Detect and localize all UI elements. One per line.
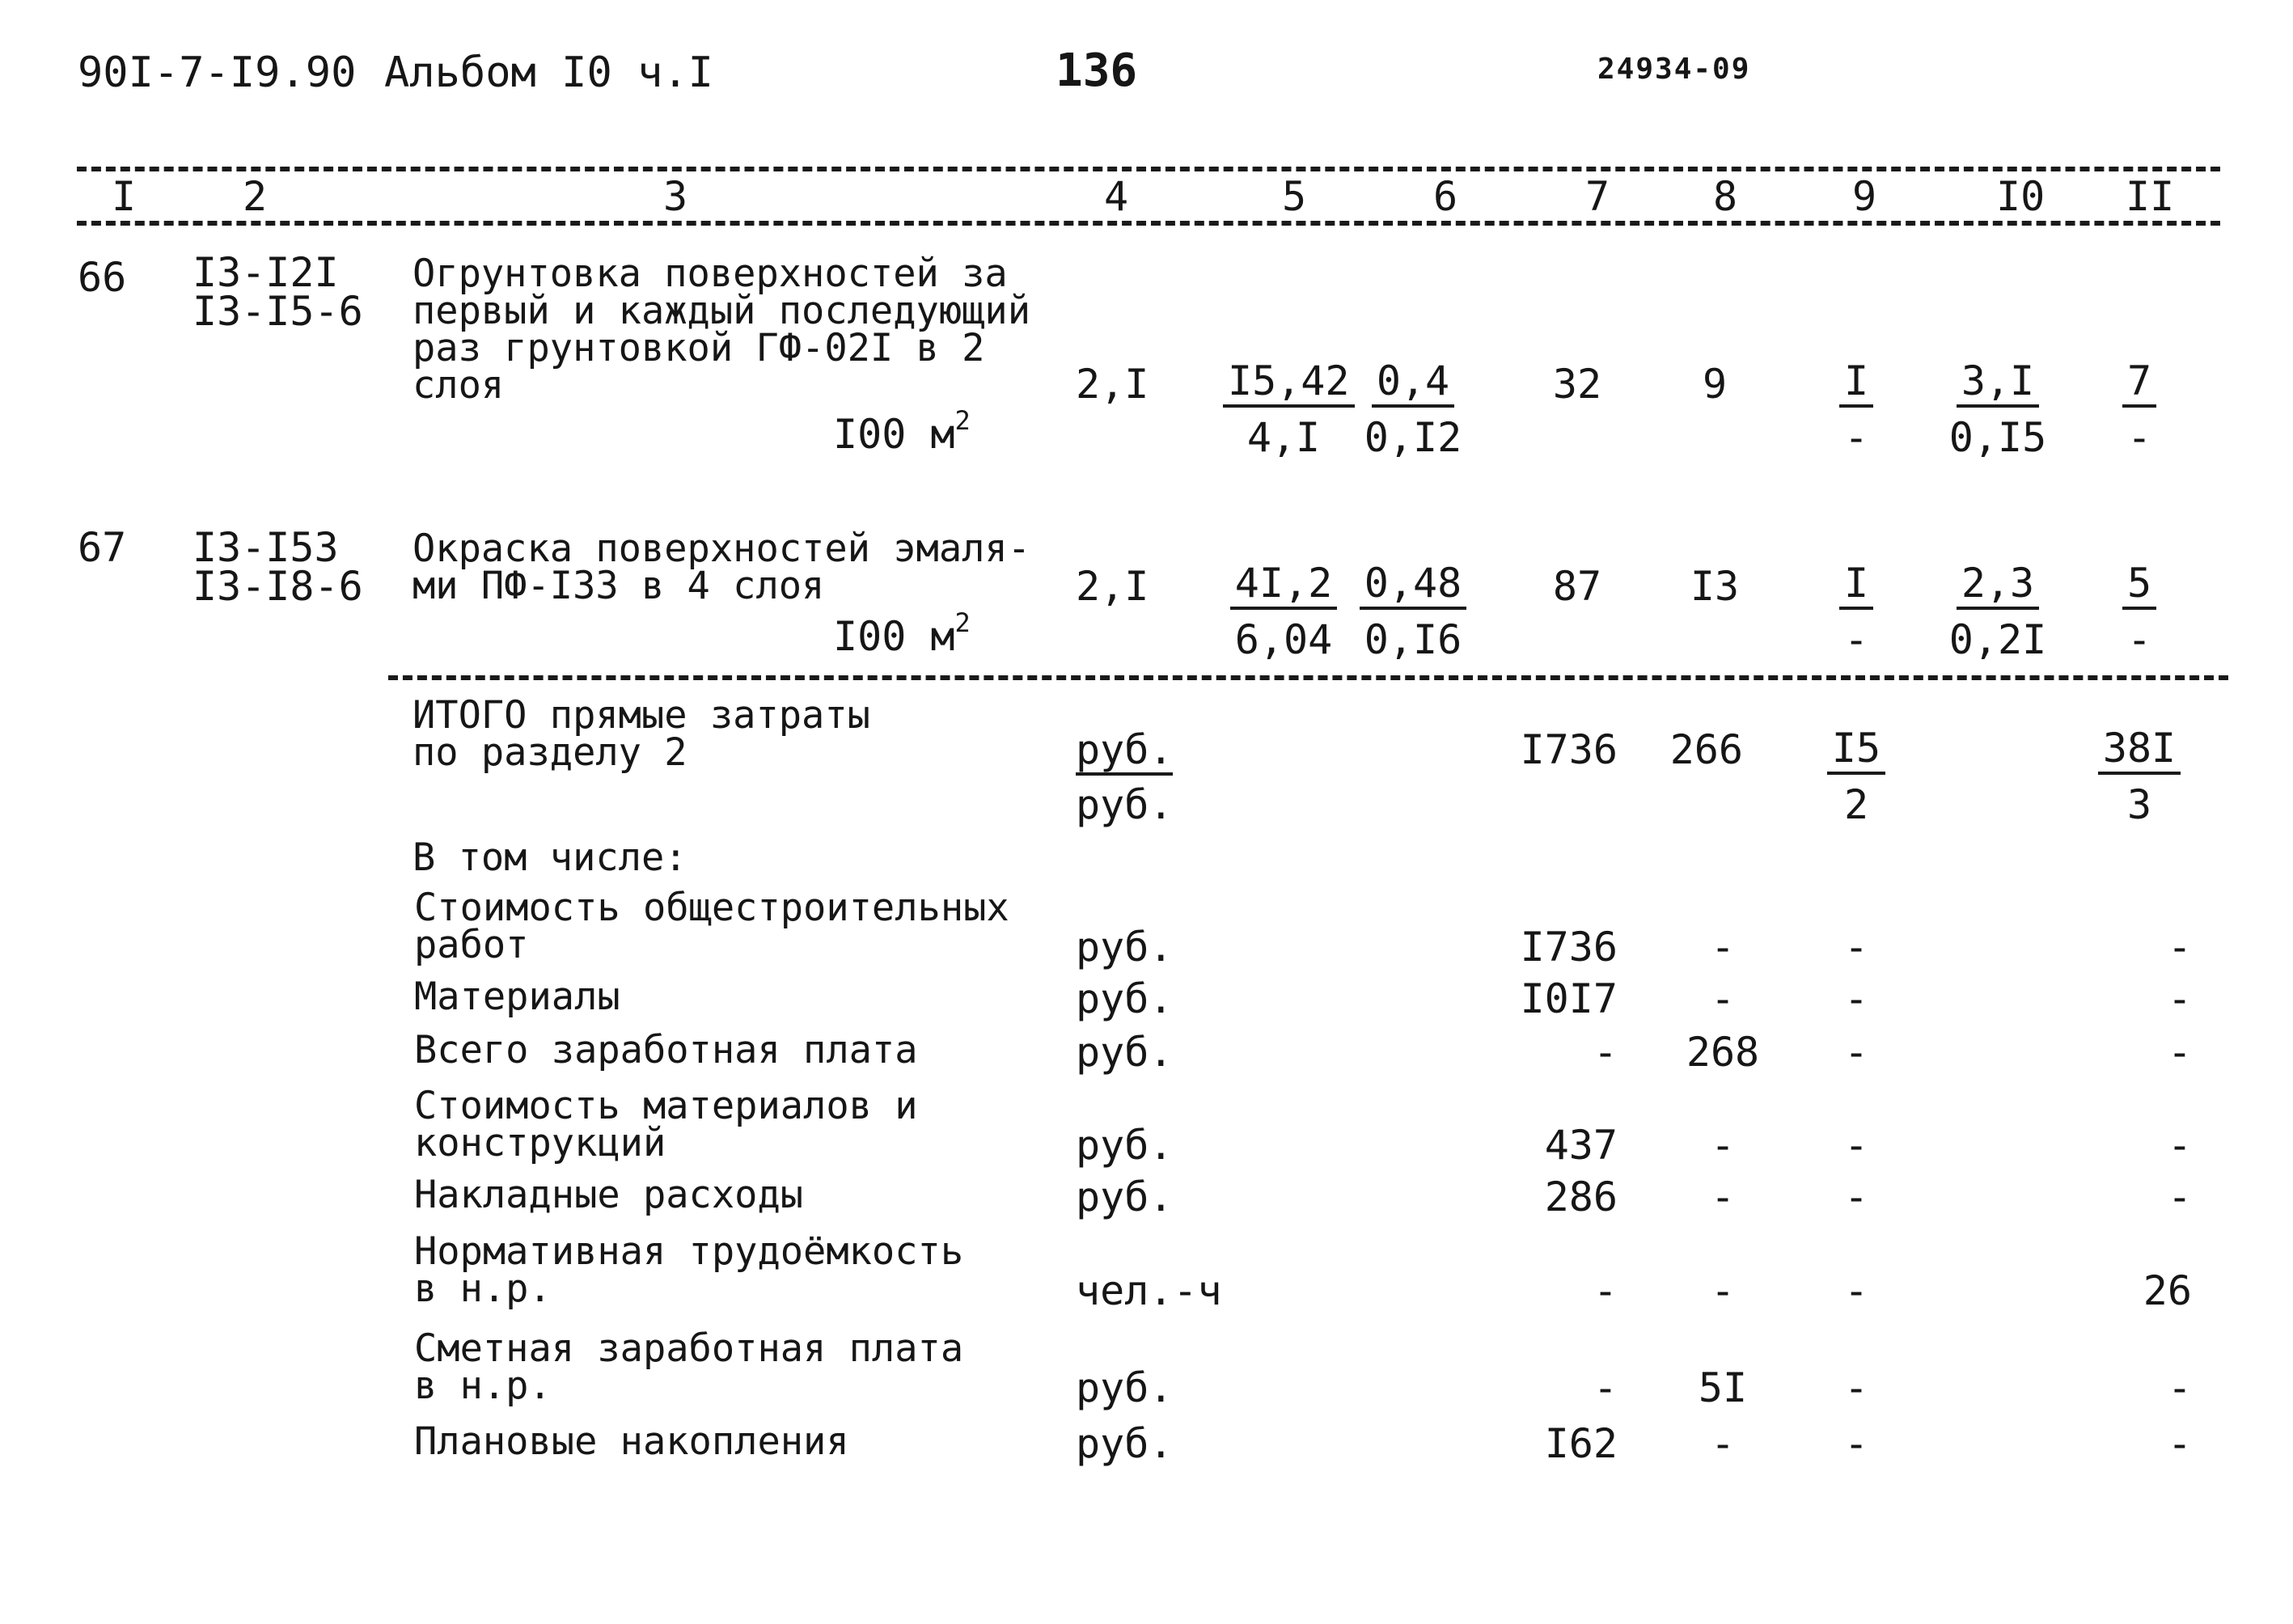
breakdown-7-label-1: Сметная заработная плата [414, 1326, 964, 1371]
breakdown-6-label-1: Нормативная трудоёмкость [414, 1229, 964, 1274]
row-67-code-2: I3-I8-6 [192, 563, 363, 610]
row-66-col10: $\frac{3,I}{0,I5}$ [1948, 357, 2047, 461]
breakdown-1-col8: - [1710, 924, 1736, 971]
page-number: 136 [1056, 44, 1138, 97]
total-label-2: по разделу 2 [412, 730, 687, 775]
row-66-col4: 2,I [1076, 361, 1149, 408]
row-67-col7: 87 [1552, 563, 1602, 610]
breakdown-7-unit: руб. [1076, 1364, 1174, 1411]
breakdown-4-col8: - [1710, 1122, 1736, 1169]
breakdown-1-col11: - [2167, 924, 2192, 971]
breakdown-8-label-1: Плановые накопления [414, 1419, 849, 1464]
breakdown-3-col7: - [1593, 1029, 1618, 1076]
archive-stamp: 24934-09 [1597, 53, 1751, 86]
row-66-col11: 7 - [2079, 361, 2200, 458]
breakdown-3-unit: руб. [1076, 1029, 1174, 1076]
breakdown-6-label-2: в н.р. [414, 1267, 552, 1311]
row-66-col6: $\frac{0,4}{0,I2}$ [1364, 357, 1462, 461]
breakdown-4-label-2: конструкций [414, 1121, 666, 1165]
row-67-col10: $\frac{2,3}{0,2I}$ [1948, 560, 2047, 663]
breakdown-4-unit: руб. [1076, 1122, 1174, 1169]
column-number-11: II [2126, 173, 2175, 220]
row-66-col7: 32 [1552, 361, 1602, 408]
column-number-10: I0 [1996, 173, 2046, 220]
breakdown-4-col11: - [2167, 1122, 2192, 1169]
total-unit-top: руб. [1076, 730, 1173, 776]
column-number-9: 9 [1852, 173, 1877, 220]
breakdown-5-col9: - [1843, 1174, 1869, 1220]
row-66-code-2: I3-I5-6 [192, 288, 363, 335]
row-66-col9: I - [1796, 361, 1917, 458]
row-66-code-1: I3-I2I [192, 249, 339, 296]
breakdown-6-col11: 26 [2143, 1267, 2192, 1314]
total-label-1: ИТОГО прямые затраты [412, 693, 870, 738]
row-66-number: 66 [78, 254, 127, 301]
breakdown-5-col7: 286 [1544, 1174, 1618, 1220]
column-number-8: 8 [1713, 173, 1738, 220]
row-66-description-4: слоя [412, 363, 505, 408]
row-67-unit: I00 $м^2$ [833, 607, 971, 660]
column-number-7: 7 [1585, 173, 1610, 220]
row-67-col4: 2,I [1076, 563, 1149, 610]
column-number-6: 6 [1433, 173, 1458, 220]
row-67-col9: I - [1796, 563, 1917, 660]
breakdown-4-label-1: Стоимость материалов и [414, 1084, 918, 1128]
row-66-description-3: раз грунтовкой ГФ-02I в 2 [412, 326, 985, 370]
breakdown-1-unit: руб. [1076, 924, 1174, 971]
breakdown-8-col8: - [1710, 1420, 1736, 1467]
header-top-rule [77, 167, 2220, 171]
breakdown-7-col11: - [2167, 1364, 2192, 1411]
total-col7: I736 [1520, 726, 1618, 773]
breakdown-3-label-1: Всего заработная плата [414, 1028, 918, 1072]
row-67-col6: $\frac{0,48}{0,I6}$ [1352, 563, 1474, 660]
total-col11: $\frac{38I}{3}$ [2079, 728, 2200, 825]
breakdown-3-col8: 268 [1686, 1029, 1760, 1076]
column-number-1: I [112, 173, 137, 220]
breakdown-5-label-1: Накладные расходы [414, 1173, 804, 1217]
breakdown-8-col7: I62 [1544, 1420, 1618, 1467]
breakdown-2-col11: - [2167, 975, 2192, 1022]
row-67-number: 67 [78, 524, 127, 571]
breakdown-6-col8: - [1710, 1267, 1736, 1314]
breakdown-3-col9: - [1843, 1029, 1869, 1076]
row-66-unit: I00 $м^2$ [833, 405, 971, 458]
row-67-col8: I3 [1690, 563, 1740, 610]
total-col8: 266 [1669, 726, 1743, 773]
row-67-description-1: Окраска поверхностей эмаля- [412, 527, 1031, 571]
row-67-code-1: I3-I53 [192, 524, 339, 571]
breakdown-7-col8: 5I [1698, 1364, 1748, 1411]
breakdown-4-col7: 437 [1544, 1122, 1618, 1169]
breakdown-3-col11: - [2167, 1029, 2192, 1076]
breakdown-8-col9: - [1843, 1420, 1869, 1467]
row-67-description-2: ми ПФ-I33 в 4 слоя [412, 564, 825, 608]
breakdown-1-label-1: Стоимость общестроительных [414, 886, 1009, 930]
breakdown-8-col11: - [2167, 1420, 2192, 1467]
total-unit-bottom: руб. [1076, 781, 1174, 828]
breakdown-6-unit: чел.-ч [1076, 1267, 1222, 1314]
breakdown-8-unit: руб. [1076, 1420, 1174, 1467]
breakdown-5-col8: - [1710, 1174, 1736, 1220]
totals-divider [388, 675, 2228, 680]
breakdown-2-col8: - [1710, 975, 1736, 1022]
row-66-col8: 9 [1702, 361, 1728, 408]
header-bottom-rule [77, 221, 2220, 226]
breakdown-6-col7: - [1593, 1267, 1618, 1314]
breakdown-2-col9: - [1843, 975, 1869, 1022]
column-number-2: 2 [243, 173, 268, 220]
document-code: 90I-7-I9.90 [78, 49, 357, 97]
row-66-description-1: Огрунтовка поверхностей за [412, 252, 1008, 296]
including-label: В том числе: [412, 835, 687, 880]
breakdown-1-label-2: работ [414, 923, 529, 967]
total-col9: $\frac{I5}{2}$ [1796, 728, 1917, 825]
breakdown-2-col7: I0I7 [1520, 975, 1618, 1022]
row-67-col5: $\frac{4I,2}{6,04}$ [1223, 563, 1344, 660]
breakdown-2-unit: руб. [1076, 975, 1174, 1022]
breakdown-1-col7: I736 [1520, 924, 1618, 971]
breakdown-4-col9: - [1843, 1122, 1869, 1169]
column-number-4: 4 [1104, 173, 1129, 220]
column-number-5: 5 [1282, 173, 1307, 220]
breakdown-2-label-1: Материалы [414, 975, 620, 1019]
breakdown-5-col11: - [2167, 1174, 2192, 1220]
breakdown-7-col9: - [1843, 1364, 1869, 1411]
row-66-description-2: первый и каждый последующий [412, 289, 1031, 333]
column-number-3: 3 [663, 173, 688, 220]
breakdown-1-col9: - [1843, 924, 1869, 971]
row-67-col11: 5 - [2079, 563, 2200, 660]
row-66-col5: $\frac{I5,42}{4,I}$ [1223, 361, 1344, 458]
album-title: Альбом I0 ч.I [384, 49, 713, 97]
breakdown-7-label-2: в н.р. [414, 1364, 552, 1408]
breakdown-5-unit: руб. [1076, 1174, 1174, 1220]
breakdown-7-col7: - [1593, 1364, 1618, 1411]
breakdown-6-col9: - [1843, 1267, 1869, 1314]
